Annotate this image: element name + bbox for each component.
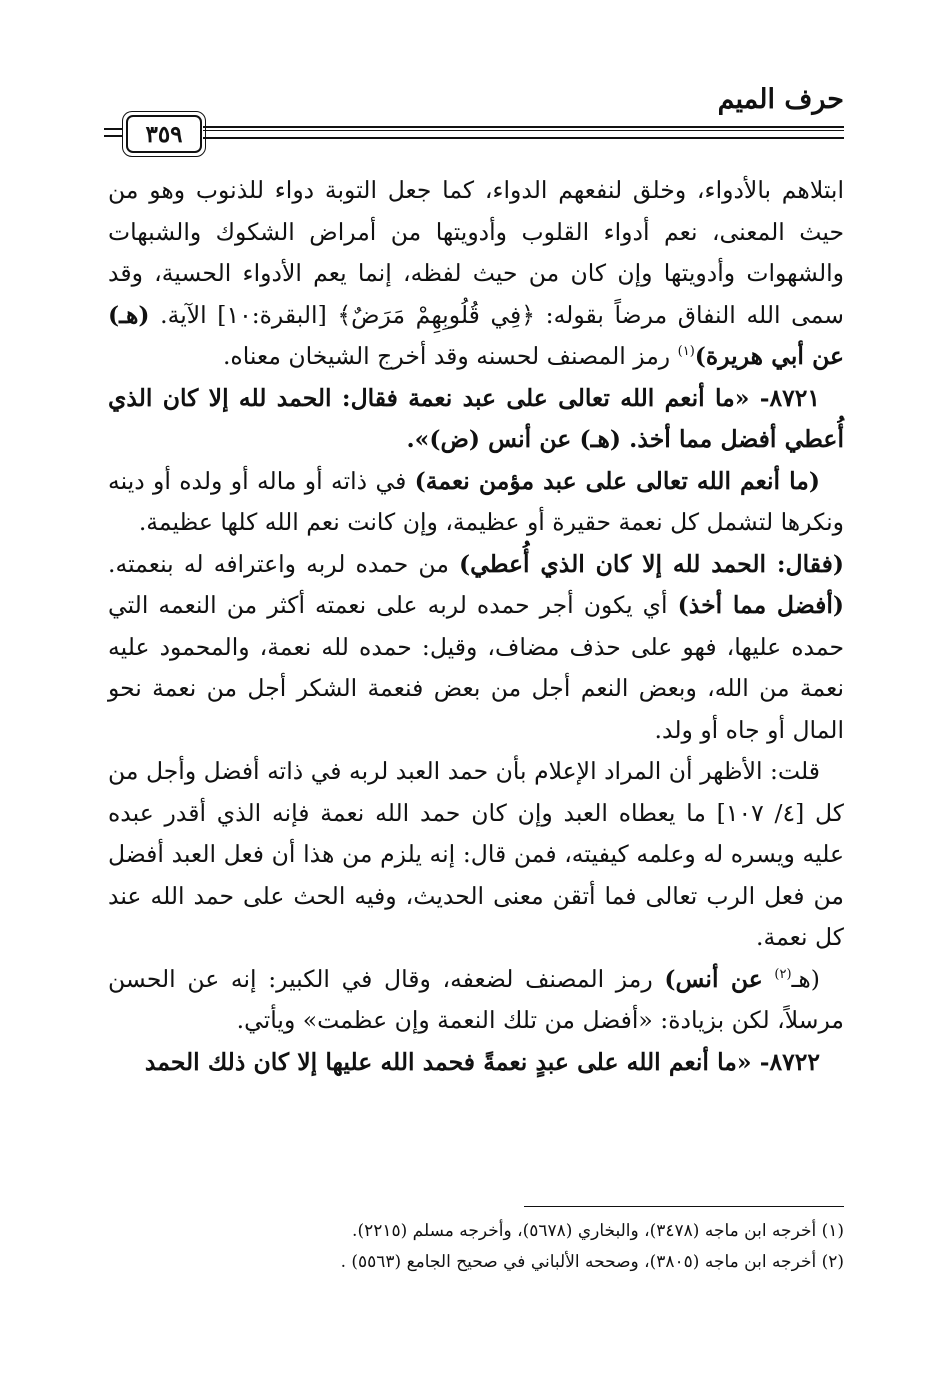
footnote-marker-1: (١) (677, 344, 695, 360)
source-ref: (هـ) عن أبي هريرة) (108, 300, 844, 370)
main-text (108, 170, 844, 1083)
footnote-2: (٢) أخرجه ابن ماجه (٣٨٠٥)، وصححه الألباني في صحيح الجامع (٥٥٦٣) . (340, 1252, 844, 1272)
hadith-8721: ٨٧٢١- «ما أنعم الله تعالى على عبد نعمة فقال: الحمد لله إلا كان الذي أُعطي أفضل مما أخذ. (هـ) عن أنس (ض)». (108, 383, 844, 453)
paragraph-4: قلت: الأظهر أن المراد الإعلام بأن حمد العبد لربه في ذاته أفضل وأجل من كل [٤/ ١٠٧] ما يعطاه العبد وإن كان حمد الله نعمة فإنه الذي أقدر عبده عليه ويسره له وعلمه كيفيته، فمن قال: إنه يلزم من هذا أن فعل العبد أفضل من فعل الرب تعالى فما أتقن معنى الحديث، وفيه الحث على حمد الله عند كل نعمة. (108, 757, 844, 951)
paragraph-5: (هـ$^{(٢)}$ عن أنس) رمز المصنف لضعفه، وقال في الكبير: إنه عن الحسن مرسلاً، لكن بزيادة: «أفضل من تلك النعمة وإن عظمت» ويأتي. (108, 964, 844, 1034)
page-number-frame (126, 115, 202, 153)
paragraph-2: (ما أنعم الله تعالى على عبد مؤمن نعمة) في ذاته أو ماله أو ولده أو دينه ونكرها لتشمل كل نعمة حقيرة أو عظيمة، وإن كانت نعم الله كلها عظيمة. (108, 466, 844, 536)
paragraph-3: (فقال: الحمد لله إلا كان الذي أُعطي) من حمده لربه واعترافه له بنعمته. (أفضل مما أخذ) أي يكون أجر حمده لربه على نعمته أكثر من النعمه التي حمده عليها، فهو على حذف مضاف، وقيل: حمده لله نعمة، والمحمود عليه نعمة من الله، وبعض النعم أجل من بعض فنعمة الشكر أجل من نعمة نحو المال أو جاه أو ولد. (108, 549, 844, 744)
paragraph-1: ابتلاهم بالأدواء، وخلق لنفعهم الدواء، كما جعل التوبة دواء للذنوب وهو من حيث المعنى، نعم أدواء القلوب وأدويتها من أمراض الشكوك والشبهات والشهوات وأدويتها وإن كان من حيث لفظه، إنما يعم الأدواء الحسية، وقد سمى الله النفاق مرضاً بقوله: ﴿فِي قُلُوبِهِمْ مَرَضٌ﴾ [البقرة:١٠] الآية. (هـ) عن أبي هريرة)$^{(١)}$ رمز المصنف لحسنه وقد أخرج الشيخان معناه. (108, 176, 844, 370)
hadith-8722: ٨٧٢٢- «ما أنعم الله على عبدٍ نعمةً فحمد الله عليها إلا كان ذلك الحمد (144, 1047, 820, 1076)
footnote-1: (١) أخرجه ابن ماجه (٣٤٧٨)، والبخاري (٥٦٧٨)، وأخرجه مسلم (٢٢١٥). (352, 1221, 844, 1241)
footnote-marker-2: (٢) (774, 966, 792, 982)
footnote-rule (524, 1206, 844, 1207)
running-title: حرف الميم (717, 84, 844, 115)
header-rule (203, 126, 844, 139)
footnotes (108, 1216, 844, 1278)
header-ornament (104, 118, 122, 146)
page-number: ٣٥٩ (145, 120, 183, 148)
